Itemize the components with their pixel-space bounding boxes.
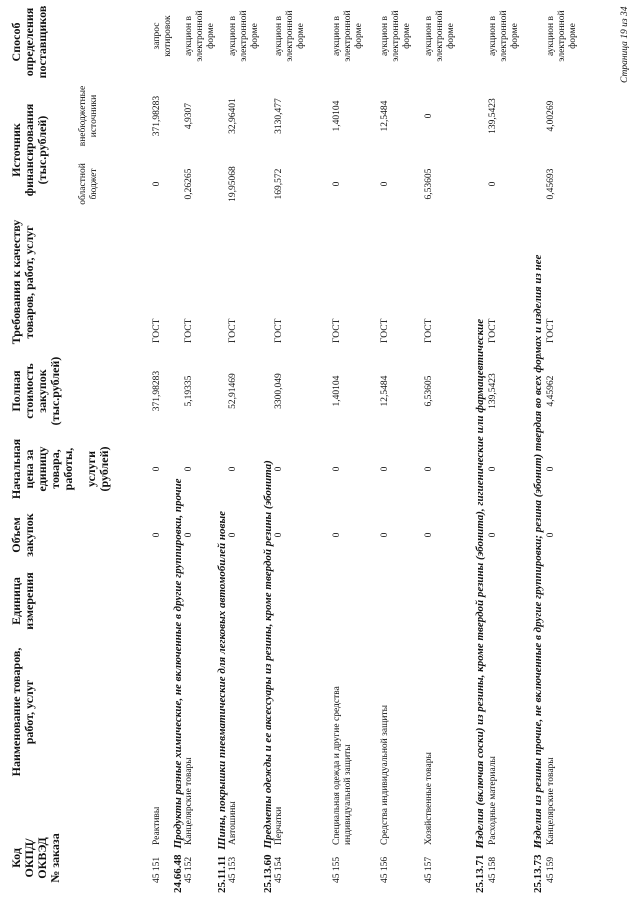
group-row bbox=[216, 511, 228, 893]
row-total: 5,19335 bbox=[184, 375, 194, 407]
row-source-extra: 32,96401 bbox=[228, 98, 238, 134]
row-requirements: ГОСТ bbox=[546, 318, 556, 343]
row-source-regional: 0 bbox=[332, 181, 342, 187]
row-source-regional: 0 bbox=[380, 181, 390, 187]
row-name: Специальная одежда и другие средства индивидуальной защиты bbox=[332, 686, 353, 845]
row-source-regional: 169,572 bbox=[274, 168, 284, 200]
row-source-extra: 4,00269 bbox=[546, 100, 556, 132]
row-volume: 0 bbox=[332, 532, 342, 538]
row-name: Автошины bbox=[228, 801, 238, 845]
row-price: 0 bbox=[184, 466, 194, 472]
row-requirements: ГОСТ bbox=[274, 318, 284, 343]
row-source-extra: 371,98283 bbox=[152, 95, 162, 137]
row-method: аукцион в электронной форме bbox=[424, 10, 456, 62]
row-price: 0 bbox=[274, 466, 284, 472]
group-code: 25.11.11 bbox=[216, 855, 228, 893]
row-method: аукцион в электронной форме bbox=[332, 10, 364, 62]
row-total: 6,53605 bbox=[424, 375, 434, 407]
row-source-extra: 1,40104 bbox=[332, 100, 342, 132]
row-requirements: ГОСТ bbox=[332, 318, 342, 343]
row-name: Средства индивидуальной защиты bbox=[380, 704, 390, 845]
row-source-extra: 12,5484 bbox=[380, 100, 390, 132]
header-requirements: Требования к качеству товаров, работ, услуг bbox=[9, 219, 36, 345]
row-code: 45 152 bbox=[184, 856, 194, 883]
header-source-regional: областной бюджет bbox=[78, 163, 99, 205]
row-method: аукцион в электронной форме bbox=[380, 10, 412, 62]
row-source-extra: 3130,477 bbox=[274, 98, 284, 134]
header-unit: Единица измерения bbox=[9, 572, 36, 630]
group-row bbox=[474, 319, 486, 893]
group-code: 24.66.48 bbox=[172, 854, 184, 893]
header-total: Полная стоимость закупок (тыс.рублей) bbox=[9, 356, 62, 426]
header-code: Код ОКПД/ ОКВЭД № заказа bbox=[9, 833, 62, 883]
header-price: Начальная цена за единицу товара, работы, услуги (рублей) bbox=[9, 438, 111, 500]
row-method: аукцион в электронной форме bbox=[184, 10, 216, 62]
row-volume: 0 bbox=[152, 532, 162, 538]
group-text: Изделия (включая соски) из резины, кроме твердой резины (эбонита), гигиенические или фармацевтические bbox=[474, 318, 486, 849]
row-total: 3300,049 bbox=[274, 373, 284, 409]
row-name: Канцелярские товары bbox=[184, 757, 194, 845]
group-code: 25.13.71 bbox=[474, 854, 486, 893]
group-text: Предметы одежды и ее аксессуары из резины, кроме твердой резины (эбонита) bbox=[262, 460, 274, 849]
row-requirements: ГОСТ bbox=[152, 318, 162, 343]
group-row bbox=[262, 460, 274, 893]
row-price: 0 bbox=[332, 466, 342, 472]
row-requirements: ГОСТ bbox=[380, 318, 390, 343]
row-volume: 0 bbox=[380, 532, 390, 538]
row-source-regional: 0,26265 bbox=[184, 168, 194, 200]
row-name: Реактивы bbox=[152, 806, 162, 845]
row-total: 4,45962 bbox=[546, 375, 556, 407]
row-total: 139,5423 bbox=[488, 373, 498, 409]
row-method: аукцион в электронной форме bbox=[488, 10, 520, 62]
row-code: 45 156 bbox=[380, 856, 390, 883]
row-requirements: ГОСТ bbox=[228, 318, 238, 343]
row-price: 0 bbox=[152, 466, 162, 472]
row-code: 45 153 bbox=[228, 856, 238, 883]
row-name: Канцелярские товары bbox=[546, 757, 556, 845]
row-source-regional: 0 bbox=[152, 181, 162, 187]
row-total: 1,40104 bbox=[332, 375, 342, 407]
header-source: Источник финансирования (тыс.рублей) bbox=[9, 103, 49, 197]
row-code: 45 155 bbox=[332, 856, 342, 883]
row-method: аукцион в электронной форме bbox=[546, 10, 578, 62]
row-code: 45 154 bbox=[274, 856, 284, 883]
row-volume: 0 bbox=[546, 532, 556, 538]
row-code: 45 158 bbox=[488, 856, 498, 883]
row-code: 45 157 bbox=[424, 856, 434, 883]
page-footer: Страница 19 из 34 bbox=[620, 6, 630, 83]
group-text: Продукты разные химические, не включенные в другие группировки, прочие bbox=[172, 478, 184, 849]
row-total: 371,98283 bbox=[152, 370, 162, 412]
row-source-regional: 0 bbox=[488, 181, 498, 187]
group-text: Изделия из резины прочие, не включенные в другие группировки; резина (эбонит) твердая во всех формах и изделия из нее bbox=[532, 254, 544, 849]
row-volume: 0 bbox=[488, 532, 498, 538]
group-text: Шины, покрышки пневматические для легковых автомобилей новые bbox=[216, 511, 228, 850]
group-row bbox=[172, 478, 184, 893]
row-total: 52,91469 bbox=[228, 373, 238, 409]
row-price: 0 bbox=[380, 466, 390, 472]
row-volume: 0 bbox=[184, 532, 194, 538]
row-volume: 0 bbox=[424, 532, 434, 538]
row-requirements: ГОСТ bbox=[424, 318, 434, 343]
group-row bbox=[532, 255, 544, 893]
row-price: 0 bbox=[488, 466, 498, 472]
row-source-extra: 4,9307 bbox=[184, 102, 194, 130]
header-name: Наименование товаров, работ, услуг bbox=[9, 647, 36, 777]
row-method: запрос котировок bbox=[152, 15, 173, 57]
row-source-extra: 139,5423 bbox=[488, 98, 498, 134]
row-total: 12,5484 bbox=[380, 375, 390, 407]
row-source-regional: 0,45693 bbox=[546, 168, 556, 200]
row-method: аукцион в электронной форме bbox=[228, 10, 260, 62]
group-code: 25.13.73 bbox=[532, 854, 544, 893]
header-volume: Объем закупок bbox=[9, 513, 36, 557]
row-volume: 0 bbox=[228, 532, 238, 538]
header-method: Способ определения поставщиков bbox=[9, 5, 49, 79]
row-method: аукцион в электронной форме bbox=[274, 10, 306, 62]
row-name: Расходные материалы bbox=[488, 756, 498, 845]
row-requirements: ГОСТ bbox=[184, 318, 194, 343]
row-source-regional: 6,53605 bbox=[424, 168, 434, 200]
row-name: Перчатки bbox=[274, 806, 284, 845]
row-price: 0 bbox=[424, 466, 434, 472]
row-code: 45 159 bbox=[546, 856, 556, 883]
group-code: 25.13.60 bbox=[262, 854, 274, 893]
row-source-extra: 0 bbox=[424, 113, 434, 119]
row-requirements: ГОСТ bbox=[488, 318, 498, 343]
row-volume: 0 bbox=[274, 532, 284, 538]
header-source-extra: внебюджетные источники bbox=[78, 85, 99, 147]
row-price: 0 bbox=[228, 466, 238, 472]
row-code: 45 151 bbox=[152, 856, 162, 883]
row-price: 0 bbox=[546, 466, 556, 472]
row-source-regional: 19,95068 bbox=[228, 166, 238, 202]
row-name: Хозяйственные товары bbox=[424, 752, 434, 845]
